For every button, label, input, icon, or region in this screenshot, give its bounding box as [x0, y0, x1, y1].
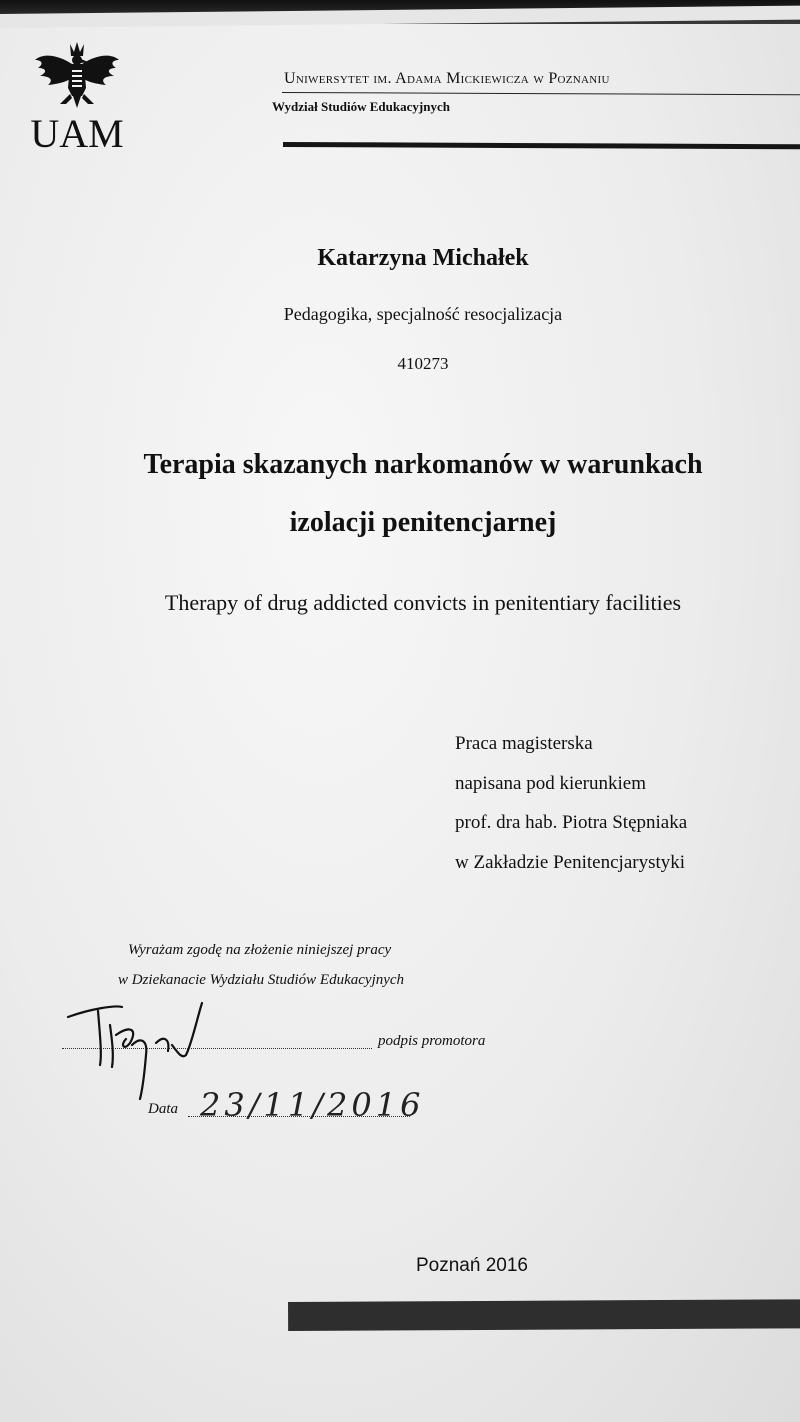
footer-bar	[288, 1299, 800, 1331]
thesis-title-english: Therapy of drug addicted convicts in penitentiary facilities	[164, 590, 682, 615]
study-program: Pedagogika, specjalność resocjalizacja	[283, 304, 563, 324]
thesis-title-line1: Terapia skazanych narkomanów w warunkach	[143, 449, 703, 480]
signature-line	[62, 1048, 372, 1049]
place-and-year: Poznań 2016	[416, 1255, 528, 1276]
consent-line1: Wyrażam zgodę na złożenie niniejszej pracy	[128, 942, 392, 958]
signature-label: podpis promotora	[378, 1033, 486, 1049]
date-label: Data	[148, 1101, 178, 1117]
student-index: 410273	[397, 354, 449, 373]
consent-line2: w Dziekanacie Wydziału Studiów Edukacyjnych	[118, 972, 405, 988]
thesis-type: Praca magisterska	[455, 733, 593, 754]
author-name: Katarzyna Michałek	[317, 245, 529, 271]
header-thick-rule	[283, 142, 800, 149]
thesis-info	[455, 724, 687, 882]
logo-lettering: UAM	[30, 111, 124, 153]
department-name: w Zakładzie Penitencjarystyki	[455, 851, 686, 873]
supervisor-name: prof. dra hab. Piotra Stępniaka	[455, 812, 688, 833]
university-logo	[30, 38, 125, 153]
header-thin-rule	[282, 92, 800, 95]
svg-text:23/11/2016: 23/11/2016	[200, 1086, 425, 1124]
thesis-supervision-line: napisana pod kierunkiem	[455, 772, 647, 794]
faculty-name: Wydział Studiów Edukacyjnych	[272, 99, 450, 114]
thesis-title-line2: izolacji penitencjarnej	[289, 507, 557, 538]
handwritten-date	[196, 1078, 426, 1128]
university-name: Uniwersytet im. Adama Mickiewicza w Poznaniu	[284, 70, 610, 87]
